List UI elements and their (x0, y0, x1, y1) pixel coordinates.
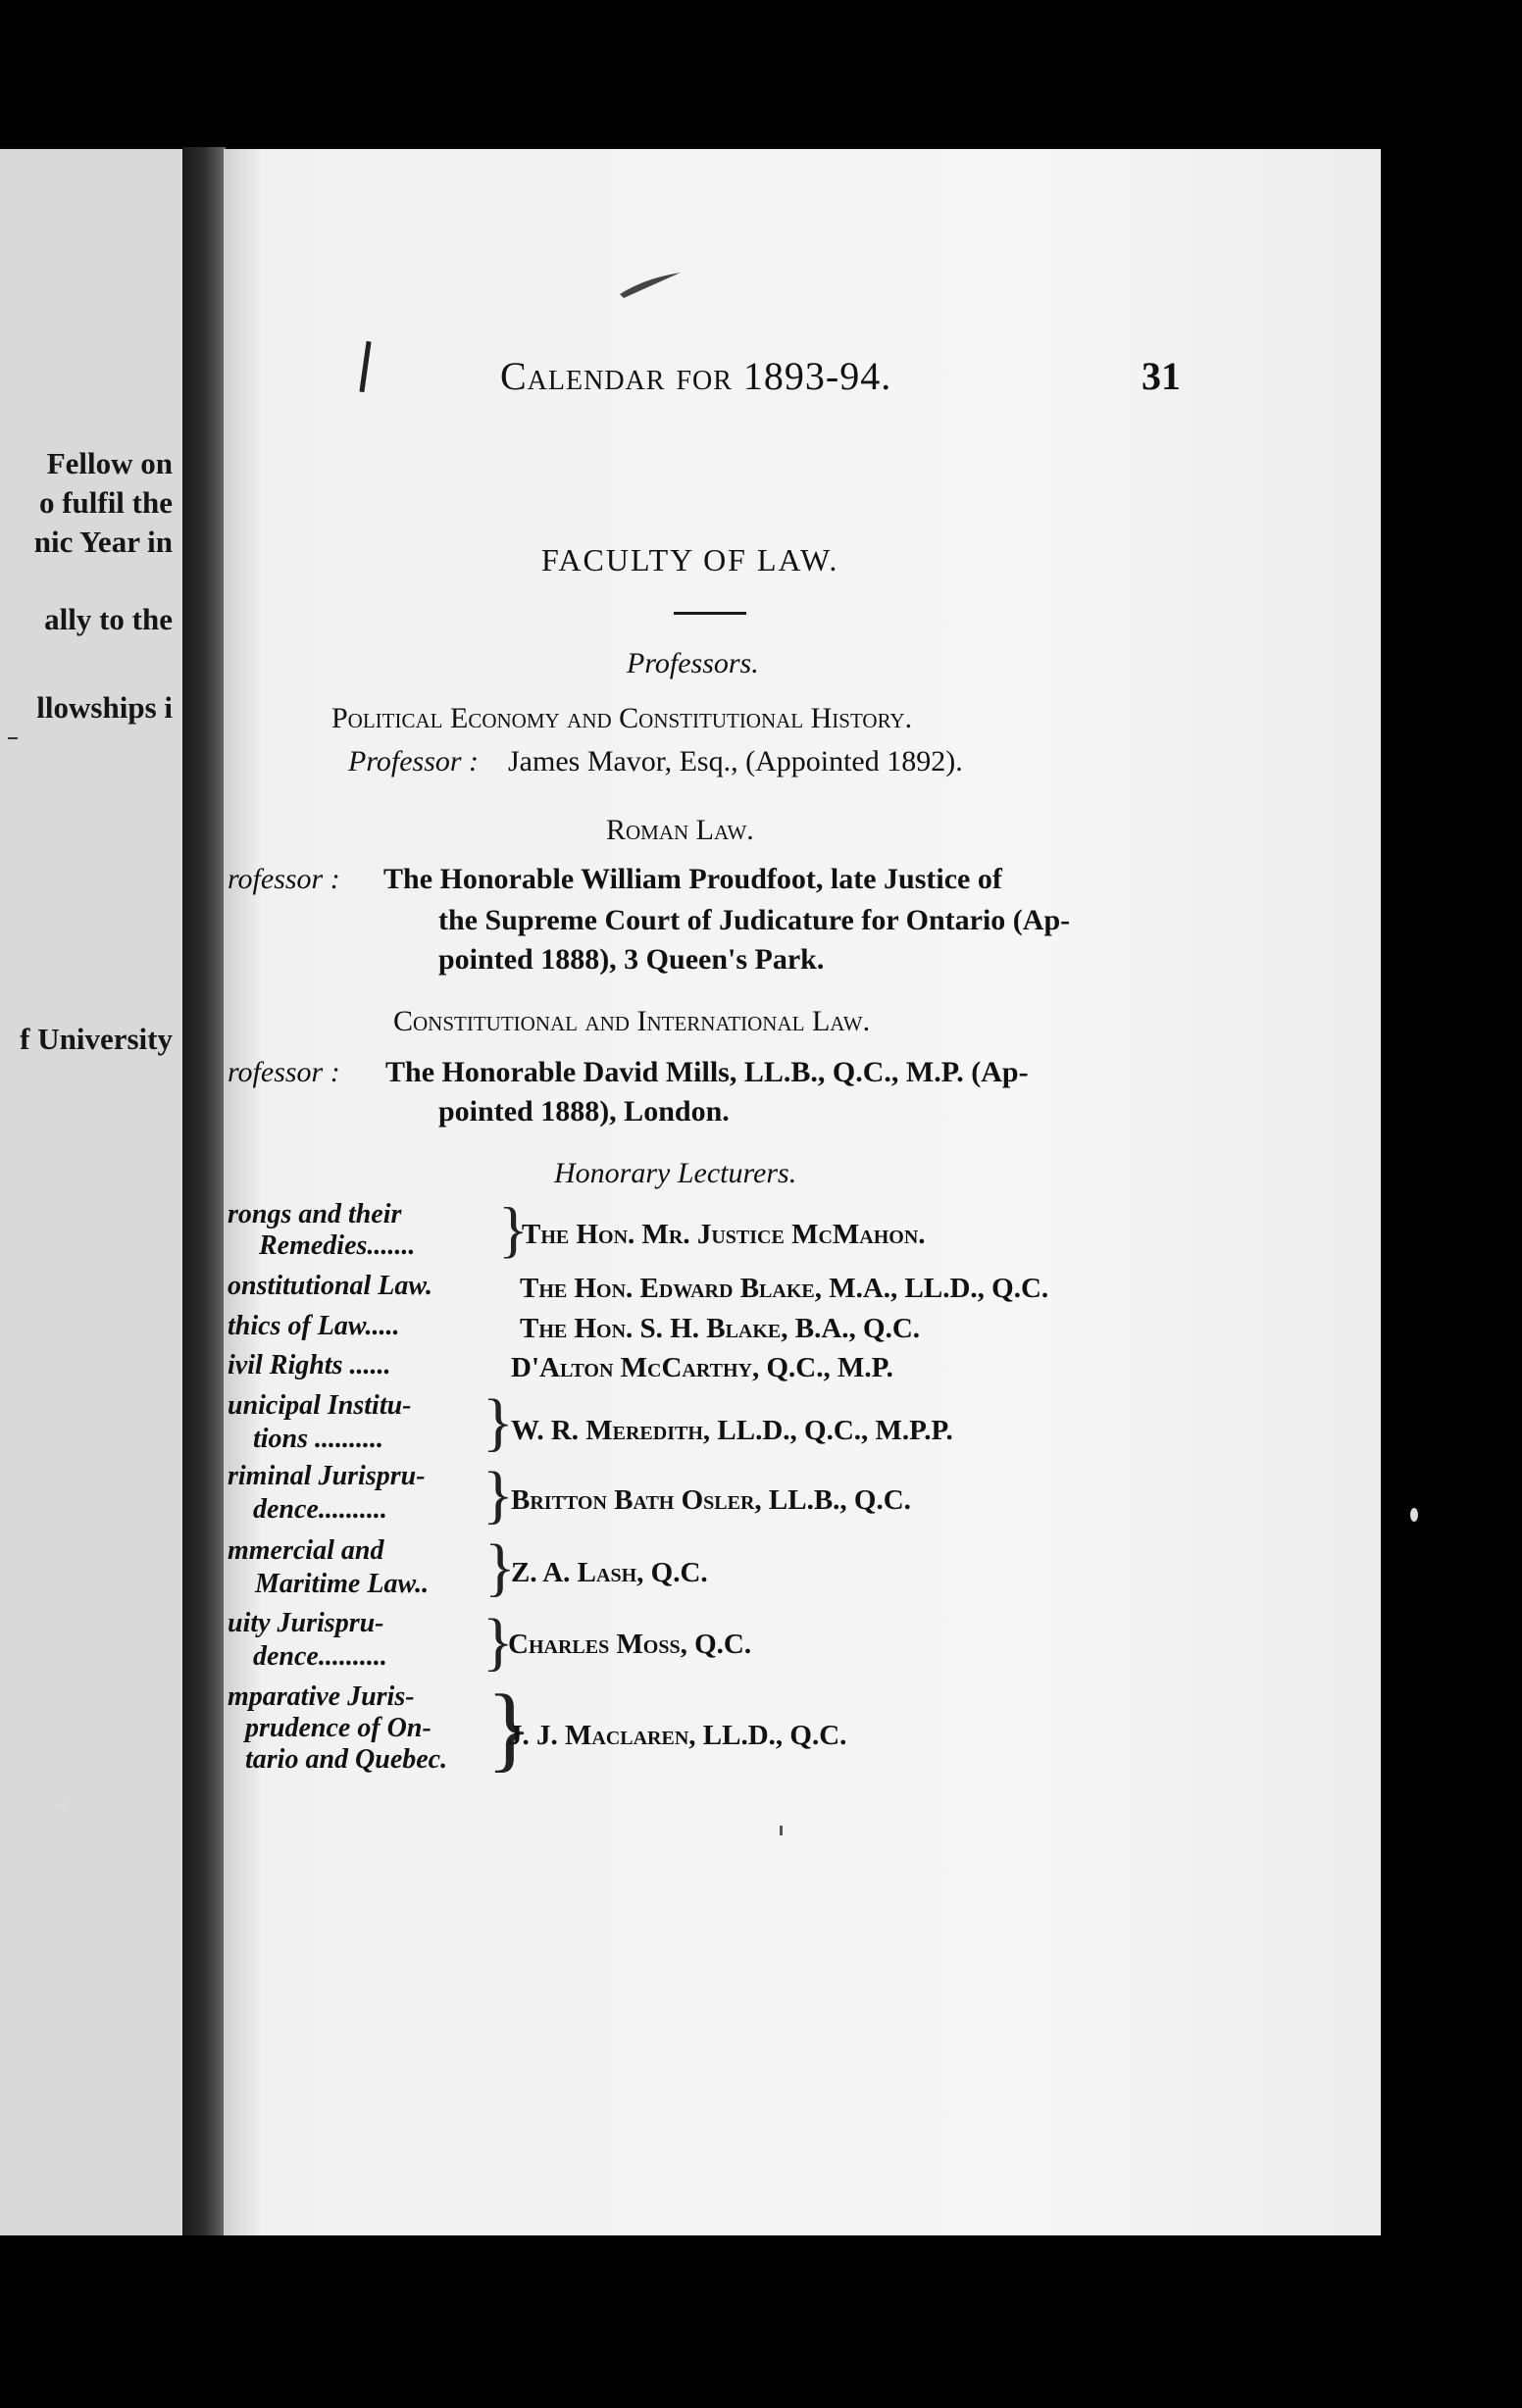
professor-entry: The Honorable David Mills, LL.B., Q.C., M.P. (Ap- (385, 1056, 1029, 1088)
scan-border-bottom (0, 2235, 1522, 2408)
lecturer-subject: ivil Rights ...... (228, 1350, 391, 1380)
lecturer-name: W. R. Meredith, LL.D., Q.C., M.P.P. (511, 1415, 953, 1446)
professor-label: rofessor : (228, 1056, 340, 1088)
running-header: Calendar for 1893-94. (500, 354, 892, 398)
facing-page-line: llowships i (36, 690, 173, 725)
facing-page (0, 149, 182, 2253)
professor-label: Professor : (348, 745, 480, 778)
dash-mark (8, 737, 18, 739)
scan-border-right (1383, 0, 1522, 2408)
ink-smudge (616, 267, 685, 300)
lecturer-name: Z. A. Lash, Q.C. (511, 1557, 708, 1588)
facing-page-line: o fulfil the (38, 485, 173, 520)
lecturer-subject: Remedies....... (259, 1230, 416, 1261)
professor-entry: The Honorable William Proudfoot, late Justice of (383, 863, 1002, 895)
professor-entry: James Mavor, Esq., (Appointed 1892). (508, 745, 963, 778)
lecturer-subject: Maritime Law.. (255, 1569, 430, 1599)
lecturer-subject: unicipal Institu- (228, 1390, 412, 1421)
professor-label: rofessor : (228, 863, 340, 895)
dust-speck (61, 1802, 69, 1810)
lecturer-subject: prudence of On- (245, 1713, 431, 1743)
lecturer-subject: tions .......... (253, 1424, 384, 1454)
lecturer-subject: thics of Law..... (228, 1311, 400, 1341)
lecturers-heading: Honorary Lecturers. (554, 1157, 797, 1189)
title-rule (674, 612, 746, 615)
lecturer-subject: onstitutional Law. (228, 1271, 433, 1301)
lecturer-subject: tario and Quebec. (245, 1744, 448, 1775)
facing-page-line: ally to the (44, 602, 173, 636)
lecturer-subject: rongs and their (228, 1199, 402, 1229)
lecturer-name: Charles Moss, Q.C. (508, 1629, 752, 1660)
lecturer-name: J. J. Maclaren, LL.D., Q.C. (508, 1720, 847, 1751)
brace: } (482, 1386, 514, 1458)
facing-page-line: nic Year in (33, 525, 173, 559)
facing-page-line: Fellow on (46, 446, 173, 480)
section-title: Constitutional and International Law. (393, 1005, 871, 1037)
professor-entry: the Supreme Court of Judicature for Ontario (Ap- (438, 904, 1071, 936)
brace: } (482, 1606, 514, 1678)
section-title: Roman Law. (606, 814, 754, 846)
brace: } (482, 1459, 514, 1530)
lecturer-name: The Hon. S. H. Blake, B.A., Q.C. (520, 1313, 921, 1344)
section-title: Political Economy and Constitutional History. (331, 702, 913, 734)
lecturer-name: The Hon. Edward Blake, M.A., LL.D., Q.C. (520, 1273, 1049, 1304)
lecturer-name: The Hon. Mr. Justice McMahon. (522, 1219, 926, 1250)
professor-entry: pointed 1888), London. (438, 1095, 730, 1128)
lecturer-name: D'Alton McCarthy, Q.C., M.P. (511, 1352, 893, 1383)
book-gutter (182, 147, 226, 2245)
page-title: FACULTY OF LAW. (541, 542, 839, 577)
lecturer-subject: riminal Jurispru- (228, 1461, 426, 1491)
facing-page-line: f University (20, 1022, 173, 1056)
scan-border-top (0, 0, 1522, 147)
lecturer-subject: uity Jurispru- (228, 1608, 384, 1638)
dust-speck (1410, 1508, 1418, 1522)
page-number: 31 (1142, 354, 1181, 398)
brace: } (484, 1531, 516, 1603)
ink-dot (780, 1826, 783, 1835)
lecturer-subject: mparative Juris- (228, 1681, 415, 1712)
professors-heading: Professors. (627, 647, 759, 679)
professor-entry: pointed 1888), 3 Queen's Park. (438, 943, 825, 976)
lecturer-subject: dence.......... (253, 1641, 387, 1672)
lecturer-subject: dence.......... (253, 1494, 387, 1525)
lecturer-name: Britton Bath Osler, LL.B., Q.C. (511, 1484, 911, 1516)
brace: } (498, 1194, 529, 1264)
lecturer-subject: mmercial and (228, 1535, 384, 1566)
brace: } (486, 1676, 533, 1781)
